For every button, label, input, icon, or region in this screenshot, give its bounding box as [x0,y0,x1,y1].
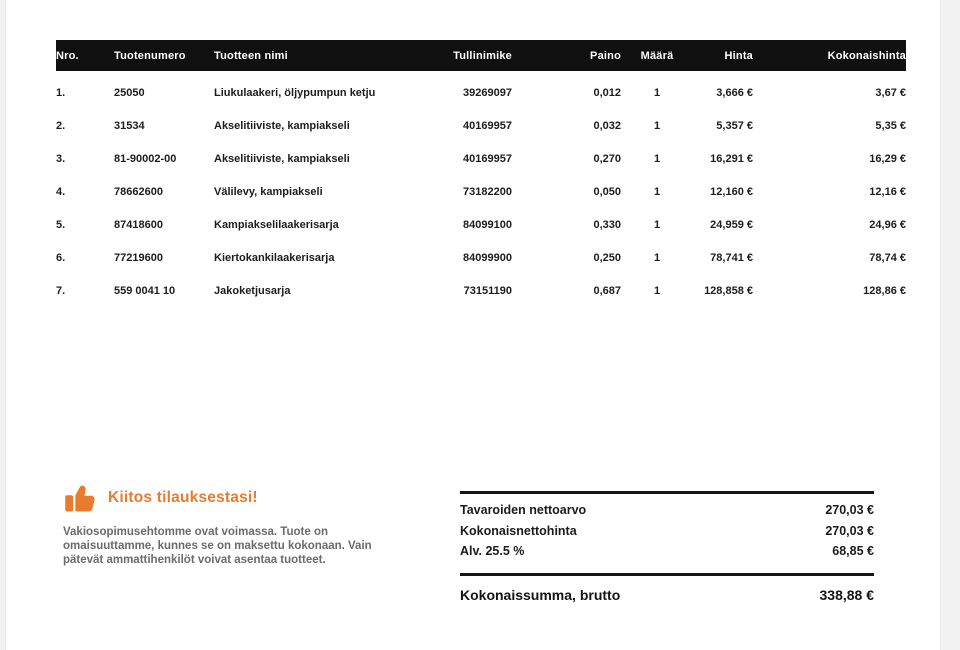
cell-maara: 1 [653,185,661,198]
cell-paino: 0,330 [593,218,621,231]
grand-total-label: Kokonaissumma, brutto [460,586,621,603]
table-row [56,241,906,274]
totals-row [460,544,874,565]
cell-tuotenumero: 87418600 [114,218,163,231]
cell-tullinimike: 73182200 [463,185,512,198]
cell-kokonaishinta: 5,35 € [875,119,906,132]
cell-kokonaishinta: 16,29 € [869,152,906,165]
cell-nro: 5. [56,218,66,231]
header-tullinimike: Tullinimike [453,49,512,62]
cell-tuotteen-nimi: Akselitiiviste, kampiakseli [214,119,350,132]
cell-tullinimike: 84099900 [463,251,512,264]
cell-paino: 0,032 [593,119,621,132]
cell-kokonaishinta: 24,96 € [869,218,906,231]
cell-tuotenumero: 559 0041 10 [114,284,176,297]
cell-tuotteen-nimi: Kiertokankilaakerisarja [214,251,335,264]
cell-paino: 0,687 [593,284,621,297]
cell-maara: 1 [653,284,661,297]
cell-paino: 0,250 [593,251,621,264]
totals-row [460,524,874,545]
cell-maara: 1 [653,119,661,132]
cell-hinta: 78,741 € [710,251,753,264]
header-paino: Paino [590,49,621,62]
cell-tullinimike: 40169957 [463,152,512,165]
totals-block [460,491,874,603]
cell-hinta: 12,160 € [710,185,753,198]
thanks-heading: Kiitos tilauksestasi! [108,489,258,506]
table-row [56,274,906,307]
totals-value: 270,03 € [825,503,874,517]
cell-kokonaishinta: 3,67 € [875,86,906,99]
cell-maara: 1 [653,152,661,165]
cell-nro: 1. [56,86,66,99]
cell-nro: 6. [56,251,66,264]
cell-hinta: 24,959 € [710,218,753,231]
grand-total-row [460,576,874,603]
cell-kokonaishinta: 12,16 € [869,185,906,198]
header-kokonaishinta: Kokonaishinta [827,49,906,62]
header-hinta: Hinta [724,49,753,62]
cell-hinta: 16,291 € [710,152,753,165]
header-tuotteen-nimi: Tuotteen nimi [214,49,288,62]
table-row [56,175,906,208]
cell-tullinimike: 84099100 [463,218,512,231]
totals-value: 68,85 € [832,544,874,558]
cell-tuotenumero: 25050 [114,86,145,99]
cell-tuotteen-nimi: Akselitiiviste, kampiakseli [214,152,350,165]
table-row [56,109,906,142]
cell-tuotenumero: 78662600 [114,185,163,198]
grand-total-value: 338,88 € [819,586,874,603]
cell-tuotteen-nimi: Liukulaakeri, öljypumpun ketju [214,86,376,99]
cell-paino: 0,012 [593,86,621,99]
totals-value: 270,03 € [825,523,874,538]
cell-nro: 3. [56,152,66,165]
totals-label: Kokonaisnettohinta [460,523,577,538]
totals-row [460,503,874,524]
cell-tuotenumero: 81-90002-00 [114,152,177,165]
cell-hinta: 3,666 € [716,86,753,99]
table-row [56,71,906,109]
cell-paino: 0,270 [593,152,621,165]
cell-maara: 1 [653,86,661,99]
table-row [56,142,906,175]
cell-hinta: 5,357 € [716,119,753,132]
table-row [56,208,906,241]
cell-tullinimike: 40169957 [463,119,512,132]
cell-tullinimike: 73151190 [463,284,512,297]
thumbs-up-icon [63,480,99,516]
cell-hinta: 128,858 € [704,284,753,297]
header-nro: Nro. [56,49,79,62]
order-items-table [56,40,906,307]
cell-kokonaishinta: 78,74 € [869,251,906,264]
cell-kokonaishinta: 128,86 € [863,284,906,297]
invoice-page [5,0,941,650]
header-maara: Määrä [640,49,674,62]
cell-tuotenumero: 77219600 [114,251,163,264]
cell-tuotteen-nimi: Välilevy, kampiakseli [214,185,323,198]
cell-tuotteen-nimi: Jakoketjusarja [214,284,291,297]
totals-label: Tavaroiden nettoarvo [460,503,587,517]
cell-tullinimike: 39269097 [463,86,512,99]
thanks-block [63,480,403,567]
cell-nro: 2. [56,119,66,132]
cell-paino: 0,050 [593,185,621,198]
header-tuotenumero: Tuotenumero [114,49,186,62]
cell-maara: 1 [653,251,661,264]
cell-nro: 7. [56,284,66,297]
cell-nro: 4. [56,185,66,198]
cell-maara: 1 [653,218,661,231]
totals-label: Alv. 25.5 % [460,544,525,558]
cell-tuotteen-nimi: Kampiakselilaakerisarja [214,218,339,231]
table-header-row [56,40,906,71]
cell-tuotenumero: 31534 [114,119,145,132]
terms-text: Vakiosopimusehtomme ovat voimassa. Tuote on omaisuuttamme, kunnes se on maksettu kokonaan. Vain pätevät ammattihenkilöt voivat asentaa tuotteet. [63,526,372,566]
